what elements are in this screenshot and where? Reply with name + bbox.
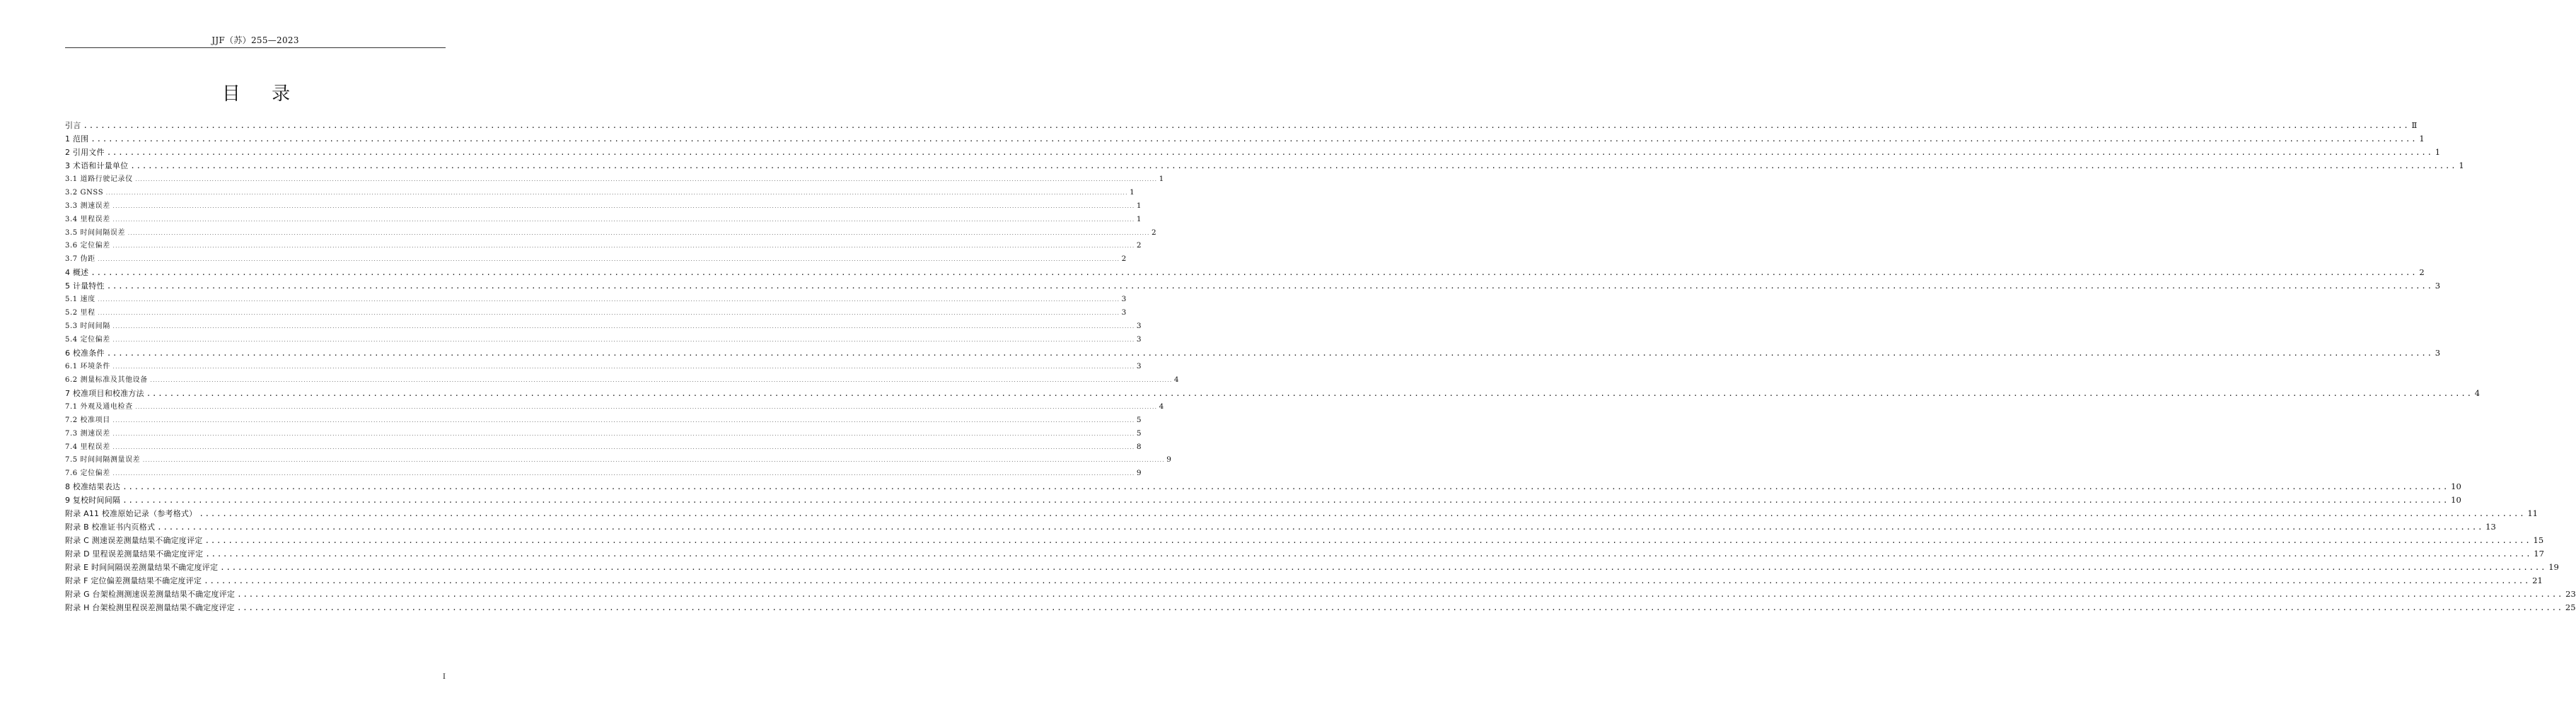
toc-entry-page: 1: [1130, 187, 1135, 197]
toc-entry-label: 3.2 GNSS: [65, 188, 104, 197]
toc-entry-label: 附录 H 台架检测里程误差测量结果不确定度评定: [65, 602, 235, 612]
toc-entry-label: 引言: [65, 121, 81, 130]
dot-leader: ................................................................................................................................................................................................................................................................................................................................................................................................................: [112, 204, 1135, 209]
dot-leader: ................................................................................................................................................................................................................................................................................................................................................................................................................: [106, 281, 2433, 291]
dot-leader: ................................................................................................................................................................................................................................................................................................................................................................................................................: [83, 121, 2410, 130]
toc-entry-page: 19: [2548, 561, 2559, 572]
toc-entry-page: 13: [2485, 522, 2496, 532]
dot-leader: ................................................................................................................................................................................................................................................................................................................................................................................................................: [112, 338, 1135, 343]
toc-entry[interactable]: [65, 146, 2441, 159]
toc-entry-label: 附录 A11 校准原始记录（参考格式）: [65, 509, 197, 519]
toc-entry[interactable]: [65, 346, 2441, 360]
toc-entry-page: 2: [1121, 255, 1127, 264]
toc-entry-page: 1: [2419, 133, 2425, 144]
toc-entry-page: 3: [1136, 322, 1142, 331]
dot-leader: ................................................................................................................................................................................................................................................................................................................................................................................................................: [157, 522, 2484, 532]
dot-leader: ................................................................................................................................................................................................................................................................................................................................................................................................................: [204, 576, 2531, 585]
toc-entry[interactable]: [65, 574, 2543, 588]
toc-entry-label: 附录 B 校准证书内页格式: [65, 522, 156, 532]
toc-entry[interactable]: [65, 480, 2461, 494]
dot-leader: ................................................................................................................................................................................................................................................................................................................................................................................................................: [106, 348, 2433, 358]
toc-entry-label: 5.1 速度: [65, 296, 95, 304]
dot-leader: ................................................................................................................................................................................................................................................................................................................................................................................................................: [91, 268, 2418, 278]
toc-entry-label: 7.3 测速误差: [65, 429, 110, 438]
toc-entry-label: 9 复校时间间隔: [65, 496, 121, 506]
toc-entry[interactable]: [65, 186, 1135, 199]
toc-entry[interactable]: [65, 414, 1142, 427]
toc-entry-label: 6.2 测量标准及其他设备: [65, 375, 148, 384]
dot-leader: ................................................................................................................................................................................................................................................................................................................................................................................................................: [122, 482, 2449, 492]
dot-leader: ................................................................................................................................................................................................................................................................................................................................................................................................................: [112, 364, 1135, 370]
toc-entry[interactable]: [65, 279, 2441, 293]
toc-entry-page: 25: [2565, 602, 2576, 612]
toc-entry[interactable]: [65, 373, 1179, 387]
toc-entry[interactable]: [65, 119, 2418, 132]
toc-entry[interactable]: [65, 520, 2496, 534]
dot-leader: ................................................................................................................................................................................................................................................................................................................................................................................................................: [220, 562, 2547, 572]
toc-entry-label: 7.4 里程误差: [65, 443, 110, 451]
toc-entry-page: 3: [2435, 281, 2441, 291]
toc-entry[interactable]: [65, 213, 1142, 226]
toc-entry[interactable]: [65, 507, 2538, 520]
dot-leader: ................................................................................................................................................................................................................................................................................................................................................................................................................: [204, 536, 2531, 546]
toc-entry-page: 3: [1136, 335, 1142, 344]
toc-entry-page: 1: [1136, 214, 1142, 223]
dot-leader: ................................................................................................................................................................................................................................................................................................................................................................................................................: [97, 257, 1120, 263]
toc-entry-label: 6.1 环境条件: [65, 362, 110, 370]
toc-entry[interactable]: [65, 387, 2481, 400]
toc-entry-page: 9: [1166, 455, 1171, 465]
toc-entry-label: 7.1 外观及通电检查: [65, 402, 133, 411]
toc-entry-label: 3.6 定位偏差: [65, 242, 110, 250]
dot-leader: ................................................................................................................................................................................................................................................................................................................................................................................................................: [134, 404, 1157, 410]
toc-entry-page: 17: [2534, 549, 2544, 559]
toc-entry[interactable]: [65, 561, 2559, 574]
toc-entry-page: 5: [1136, 415, 1142, 424]
dot-leader: ................................................................................................................................................................................................................................................................................................................................................................................................................: [236, 602, 2563, 612]
toc-entry[interactable]: [65, 159, 2464, 173]
toc-entry[interactable]: [65, 534, 2544, 547]
toc-entry-page: 10: [2451, 481, 2461, 492]
toc-entry[interactable]: [65, 173, 1164, 186]
toc-entry-label: 5 计量特性: [65, 281, 105, 291]
toc-entry-page: 4: [1159, 402, 1164, 411]
toc-entry-label: 7.2 校准项目: [65, 416, 110, 424]
toc-entry-label: 附录 E 时间间隔误差测量结果不确定度评定: [65, 562, 219, 572]
dot-leader: ................................................................................................................................................................................................................................................................................................................................................................................................................: [105, 190, 1128, 196]
document-header: JJF（苏）255—2023: [211, 35, 299, 45]
table-of-contents: [65, 119, 2576, 614]
toc-entry[interactable]: [65, 467, 1142, 480]
toc-entry-label: 6 校准条件: [65, 348, 105, 358]
dot-leader: ................................................................................................................................................................................................................................................................................................................................................................................................................: [97, 298, 1120, 303]
header-divider: [65, 47, 446, 48]
toc-entry-label: 8 校准结果表达: [65, 482, 121, 492]
toc-entry-page: 3: [1136, 361, 1142, 370]
toc-entry-page: 4: [1173, 375, 1179, 384]
toc-entry[interactable]: [65, 360, 1142, 373]
toc-entry-page: 10: [2451, 495, 2461, 506]
toc-entry-page: 3: [2435, 347, 2441, 358]
toc-entry-page: 1: [2435, 146, 2441, 157]
toc-entry-page: 23: [2565, 588, 2576, 599]
toc-entry-label: 4 概述: [65, 268, 89, 278]
dot-leader: ................................................................................................................................................................................................................................................................................................................................................................................................................: [112, 418, 1135, 424]
toc-entry-label: 5.3 时间间隔: [65, 322, 110, 331]
dot-leader: ................................................................................................................................................................................................................................................................................................................................................................................................................: [97, 311, 1120, 317]
dot-leader: ................................................................................................................................................................................................................................................................................................................................................................................................................: [112, 472, 1135, 477]
toc-entry[interactable]: [65, 400, 1164, 414]
toc-entry-page: 1: [1159, 174, 1164, 183]
toc-entry-page: 2: [1151, 228, 1156, 237]
page-number: I: [443, 673, 446, 681]
toc-entry-label: 5.4 定位偏差: [65, 336, 110, 344]
toc-entry-page: 2: [2419, 267, 2425, 278]
toc-entry-page: 8: [1136, 442, 1142, 451]
toc-entry[interactable]: [65, 320, 1142, 333]
toc-entry[interactable]: [65, 601, 2576, 614]
toc-entry-label: 3.4 里程误差: [65, 215, 110, 223]
dot-leader: ................................................................................................................................................................................................................................................................................................................................................................................................................: [106, 147, 2433, 157]
toc-entry-label: 2 引用文件: [65, 147, 105, 157]
dot-leader: ................................................................................................................................................................................................................................................................................................................................................................................................................: [149, 378, 1172, 383]
dot-leader: ................................................................................................................................................................................................................................................................................................................................................................................................................: [142, 458, 1165, 464]
toc-entry-page: 2: [1136, 241, 1142, 250]
toc-entry[interactable]: [65, 266, 2425, 279]
toc-entry-page: 21: [2532, 575, 2543, 585]
toc-entry[interactable]: [65, 453, 1171, 467]
toc-entry-label: 附录 F 定位偏差测量结果不确定度评定: [65, 576, 202, 585]
toc-entry-page: 5: [1136, 428, 1142, 438]
toc-entry[interactable]: [65, 132, 2425, 146]
toc-entry-label: 7.6 定位偏差: [65, 469, 110, 478]
toc-entry-page: 3: [1121, 308, 1127, 317]
dot-leader: ................................................................................................................................................................................................................................................................................................................................................................................................................: [112, 325, 1135, 330]
dot-leader: ................................................................................................................................................................................................................................................................................................................................................................................................................: [112, 244, 1135, 250]
toc-entry-label: 3.5 时间间隔误差: [65, 228, 126, 237]
toc-entry[interactable]: [65, 306, 1127, 320]
dot-leader: ................................................................................................................................................................................................................................................................................................................................................................................................................: [146, 388, 2473, 398]
dot-leader: ................................................................................................................................................................................................................................................................................................................................................................................................................: [199, 509, 2526, 519]
toc-entry[interactable]: [65, 239, 1142, 252]
toc-entry-label: 7.5 时间间隔测量误差: [65, 456, 141, 465]
toc-entry-label: 附录 G 台架检测测速误差测量结果不确定度评定: [65, 589, 236, 599]
dot-leader: ................................................................................................................................................................................................................................................................................................................................................................................................................: [127, 230, 1150, 236]
toc-entry[interactable]: [65, 199, 1142, 213]
toc-entry[interactable]: [65, 547, 2544, 561]
toc-entry-label: 附录 D 里程误差测量结果不确定度评定: [65, 549, 204, 559]
dot-leader: ................................................................................................................................................................................................................................................................................................................................................................................................................: [122, 496, 2449, 506]
toc-entry-label: 3 术语和计量单位: [65, 160, 129, 170]
toc-entry-label: 3.1 道路行驶记录仪: [65, 175, 133, 183]
toc-entry[interactable]: [65, 494, 2461, 507]
toc-entry-page: 11: [2527, 508, 2538, 519]
toc-entry[interactable]: [65, 252, 1127, 266]
dot-leader: ................................................................................................................................................................................................................................................................................................................................................................................................................: [112, 445, 1135, 450]
toc-entry[interactable]: [65, 293, 1127, 306]
dot-leader: ................................................................................................................................................................................................................................................................................................................................................................................................................: [112, 217, 1135, 223]
toc-entry[interactable]: [65, 440, 1142, 454]
toc-entry-page: 9: [1136, 469, 1142, 478]
dot-leader: ................................................................................................................................................................................................................................................................................................................................................................................................................: [205, 549, 2532, 559]
dot-leader: ................................................................................................................................................................................................................................................................................................................................................................................................................: [237, 589, 2564, 599]
toc-entry[interactable]: [65, 333, 1142, 346]
toc-entry[interactable]: [65, 427, 1142, 440]
toc-entry-label: 3.3 测速误差: [65, 202, 110, 210]
toc-entry-page: 4: [2474, 387, 2481, 398]
toc-entry-page: 1: [1136, 201, 1142, 210]
page-title: 目 录: [221, 83, 303, 105]
dot-leader: ................................................................................................................................................................................................................................................................................................................................................................................................................: [134, 177, 1157, 182]
dot-leader: ................................................................................................................................................................................................................................................................................................................................................................................................................: [91, 134, 2418, 144]
toc-entry-label: 3.7 伪距: [65, 255, 95, 264]
toc-entry-page: 3: [1121, 295, 1127, 304]
toc-entry-label: 7 校准项目和校准方法: [65, 388, 144, 398]
toc-entry-label: 1 范围: [65, 134, 89, 144]
dot-leader: ................................................................................................................................................................................................................................................................................................................................................................................................................: [130, 160, 2457, 170]
toc-entry-page: 1: [2459, 160, 2464, 170]
toc-entry[interactable]: [65, 226, 1156, 240]
toc-entry[interactable]: [65, 588, 2576, 601]
toc-entry-page: 15: [2533, 535, 2544, 546]
dot-leader: ................................................................................................................................................................................................................................................................................................................................................................................................................: [112, 431, 1135, 437]
toc-entry-label: 附录 C 测速误差测量结果不确定度评定: [65, 536, 203, 546]
toc-entry-page: Ⅱ: [2411, 120, 2418, 130]
toc-entry-label: 5.2 里程: [65, 309, 95, 317]
